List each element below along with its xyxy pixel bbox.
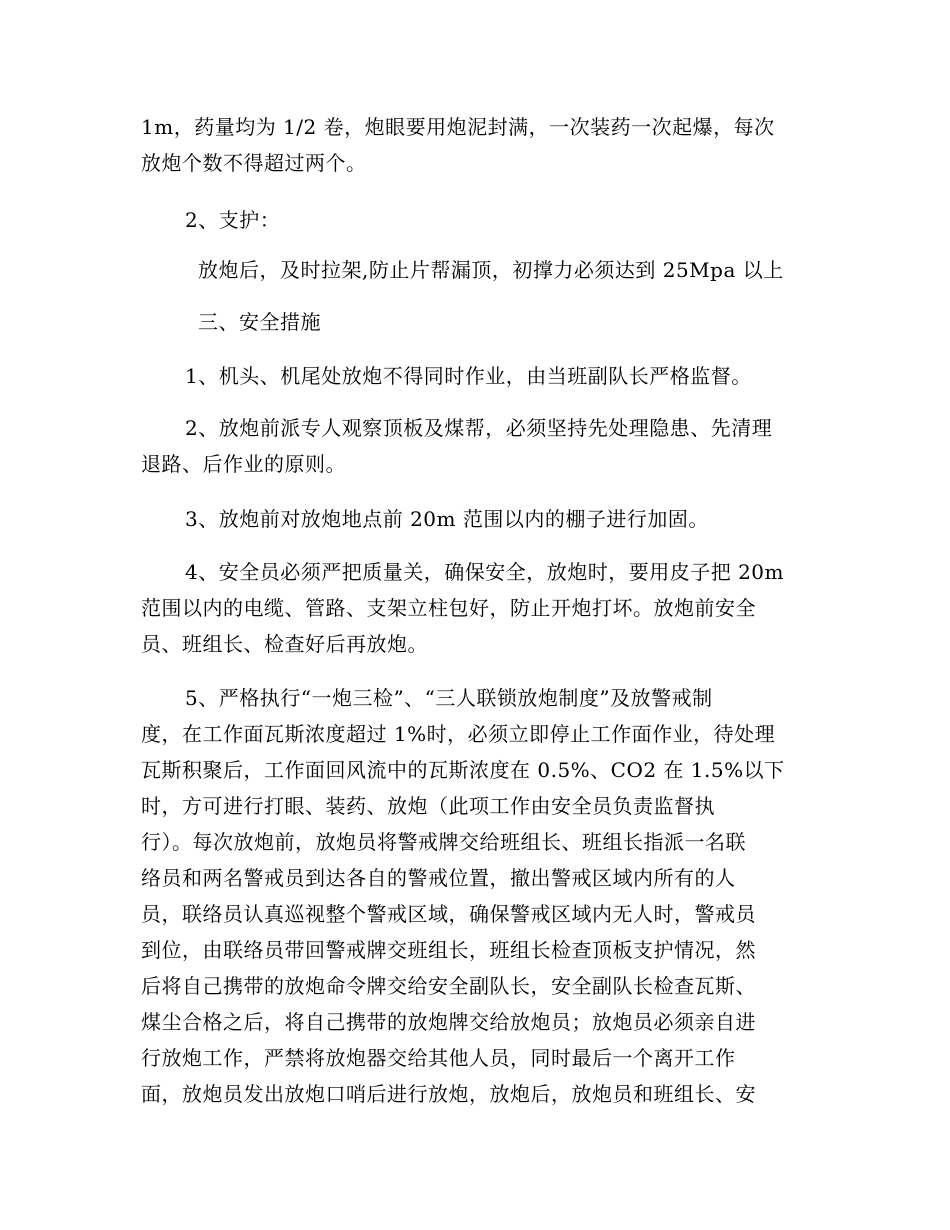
text-line: 2、放炮前派专人观察顶板及煤帮，必须坚持先处理隐患、先清理 (185, 416, 773, 440)
section-heading: 2、支护： (185, 208, 281, 232)
text-line: 瓦斯积聚后，工作面回风流中的瓦斯浓度在 0.5%、CO2 在 1.5%以下 (141, 758, 785, 782)
text-line: 放炮个数不得超过两个。 (141, 151, 367, 175)
text-line: 员，联络员认真巡视整个警戒区域，确保警戒区域内无人时，警戒员 (141, 902, 756, 926)
text-line: 时，方可进行打眼、装药、放炮（此项工作由安全员负责监督执 (141, 794, 715, 818)
text-line: 1、机头、机尾处放炮不得同时作业，由当班副队长严格监督。 (185, 364, 752, 388)
text-line: 后将自己携带的放炮命令牌交给安全副队长，安全副队长检查瓦斯、 (141, 974, 756, 998)
text-line: 员、班组长、检查好后再放炮。 (141, 632, 428, 656)
text-line: 度，在工作面瓦斯浓度超过 1%时，必须立即停止工作面作业，待处理 (141, 722, 776, 746)
text-line: 煤尘合格之后，将自己携带的放炮牌交给放炮员；放炮员必须亲自进 (141, 1010, 756, 1034)
text-line: 3、放炮前对放炮地点前 20m 范围以内的棚子进行加固。 (185, 507, 709, 531)
text-line: 范围以内的电缆、管路、支架立柱包好，防止开炮打坏。放炮前安全 (141, 596, 756, 620)
text-line: 到位，由联络员带回警戒牌交班组长，班组长检查顶板支护情况，然 (141, 938, 756, 962)
text-line: 络员和两名警戒员到达各自的警戒位置，撤出警戒区域内所有的人 (141, 866, 736, 890)
text-line: 退路、后作业的原则。 (141, 452, 346, 476)
text-line: 5、严格执行“一炮三检”、“三人联锁放炮制度”及放警戒制 (185, 686, 713, 710)
text-line: 行）。每次放炮前，放炮员将警戒牌交给班组长、班组长指派一名联 (141, 830, 746, 854)
text-line: 1m，药量均为 1/2 卷，炮眼要用炮泥封满，一次装药一次起爆，每次 (141, 115, 775, 139)
text-line: 行放炮工作，严禁将放炮器交给其他人员，同时最后一个离开工作 (141, 1046, 736, 1070)
section-heading: 三、安全措施 (198, 310, 321, 334)
text-line: 放炮后，及时拉架,防止片帮漏顶，初撑力必须达到 25Mpa 以上 (198, 258, 784, 282)
text-line: 4、安全员必须严把质量关，确保安全，放炮时，要用皮子把 20m (185, 560, 784, 584)
text-line: 面，放炮员发出放炮口哨后进行放炮，放炮后，放炮员和班组长、安 (141, 1082, 756, 1106)
